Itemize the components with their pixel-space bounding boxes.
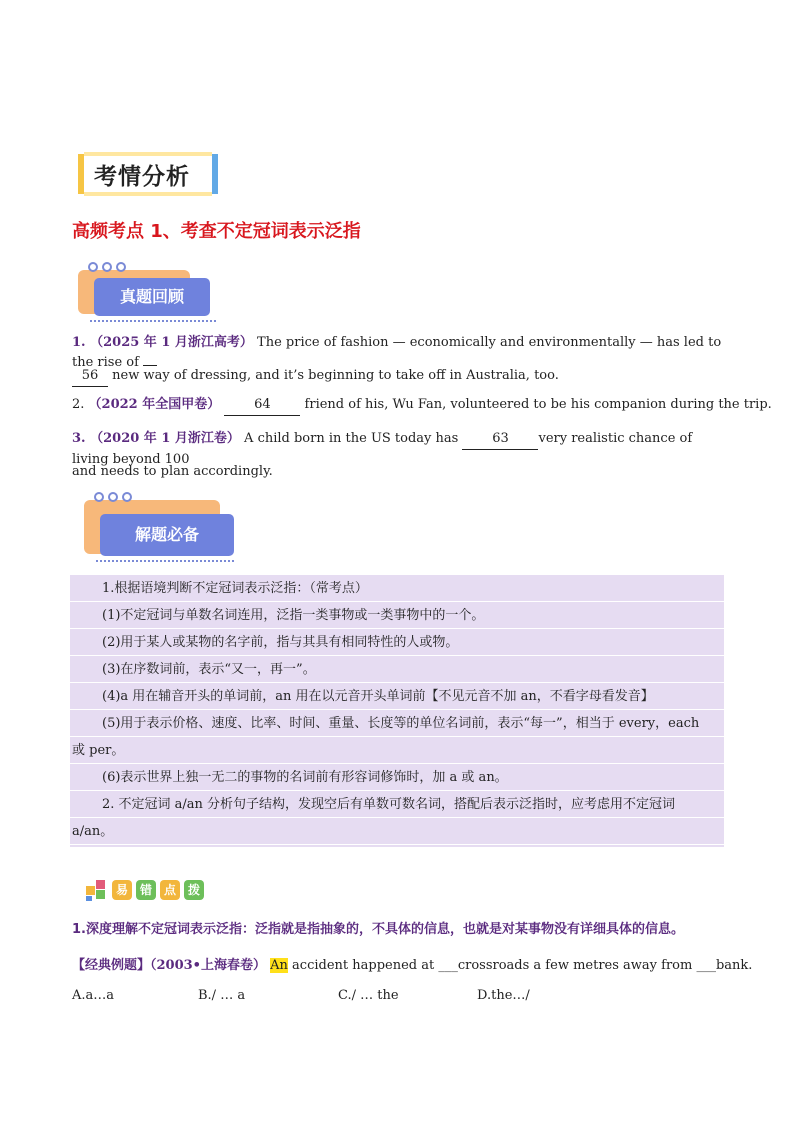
rule-line: (6)表示世界上独一无二的事物的名词前有形容词修饰时，加 a 或 an。 (70, 764, 724, 791)
tab-zhenti-huigu (76, 262, 216, 322)
tip-char: 拨 (184, 880, 204, 900)
answer-blank: 64 (224, 395, 300, 416)
tab-jieti-bibei (82, 492, 234, 562)
rule-line: (2)用于某人或某物的名字前，指与其具有相同特性的人或物。 (70, 629, 724, 656)
rule-line: (4)a 用在辅音开头的单词前，an 用在以元音开头单词前【不见元音不加 an，不看字母看发音】 (70, 683, 724, 710)
rule-line: (3)在序数词前，表示“又一，再一”。 (70, 656, 724, 683)
tip-char: 点 (160, 880, 180, 900)
rule-line: (1)不定冠词与单数名词连用，泛指一类事物或一类事物中的一个。 (70, 602, 724, 629)
rule-line: 2. 不定冠词 a/an 分析句子结构，发现空后有单数可数名词，搭配后表示泛指时，应考虑用不定冠词 (70, 791, 724, 818)
rule-line: a/an。 (70, 818, 724, 845)
rule-line: 或 per。 (70, 737, 724, 764)
example-question (72, 954, 752, 973)
section-header (78, 152, 218, 196)
answer-blank: 63 (462, 429, 538, 450)
question-text: new way of dressing, and it’s beginning to take off in Australia, too. (112, 368, 559, 383)
high-frequency-title: 高频考点 1、考查不定冠词表示泛指 (72, 221, 361, 242)
question-3-cont: and needs to plan accordingly. (72, 464, 273, 479)
question-number: 2. (72, 397, 85, 412)
answer-blank: 56 (72, 366, 108, 387)
option-d: D.the…/ (477, 988, 530, 1003)
tip-title: 1.深度理解不定冠词表示泛指：泛指就是指抽象的，不具体的信息，也就是对某事物没有详细具体的信息。 (72, 922, 684, 937)
tab-label: 真题回顾 (94, 278, 210, 316)
example-label: 【经典例题】（2003•上海春卷） (72, 958, 266, 973)
rule-line: (5)用于表示价格、速度、比率、时间、重量、长度等的单位名词前，表示“每一”，相当于 every，each (70, 710, 724, 737)
question-label: 3. （2020 年 1 月浙江卷） (72, 431, 240, 446)
rules-box (70, 575, 724, 847)
ring-icons (94, 492, 132, 502)
highlighted-answer: An (270, 958, 288, 973)
tip-char: 易 (112, 880, 132, 900)
tab-label: 解题必备 (100, 514, 234, 556)
ring-icons (88, 262, 126, 272)
option-a: A.a…a (72, 988, 115, 1003)
option-c: C./ … the (338, 988, 399, 1003)
question-text: The price of fashion — economically and environmentally — has led to the rise of (72, 335, 722, 370)
section-header-text: 考情分析 (94, 164, 190, 190)
question-2 (72, 395, 772, 416)
question-text: A child born in the US today has (244, 431, 459, 446)
rule-line: 1.根据语境判断不定冠词表示泛指：（常考点） (70, 575, 724, 602)
option-b: B./ … a (198, 988, 246, 1003)
question-text: very realistic chance of living beyond 100 (72, 431, 693, 467)
tip-banner (84, 876, 209, 904)
question-label: （2022 年全国甲卷） (88, 397, 221, 412)
puzzle-icon (84, 878, 108, 902)
example-text: accident happened at ___crossroads a few metres away from ___bank. (292, 958, 753, 973)
tip-char: 错 (136, 880, 156, 900)
question-1-cont (72, 366, 559, 387)
question-text: friend of his, Wu Fan, volunteered to be his companion during the trip. (304, 397, 772, 412)
question-label: 1. （2025 年 1 月浙江高考） (72, 335, 253, 350)
